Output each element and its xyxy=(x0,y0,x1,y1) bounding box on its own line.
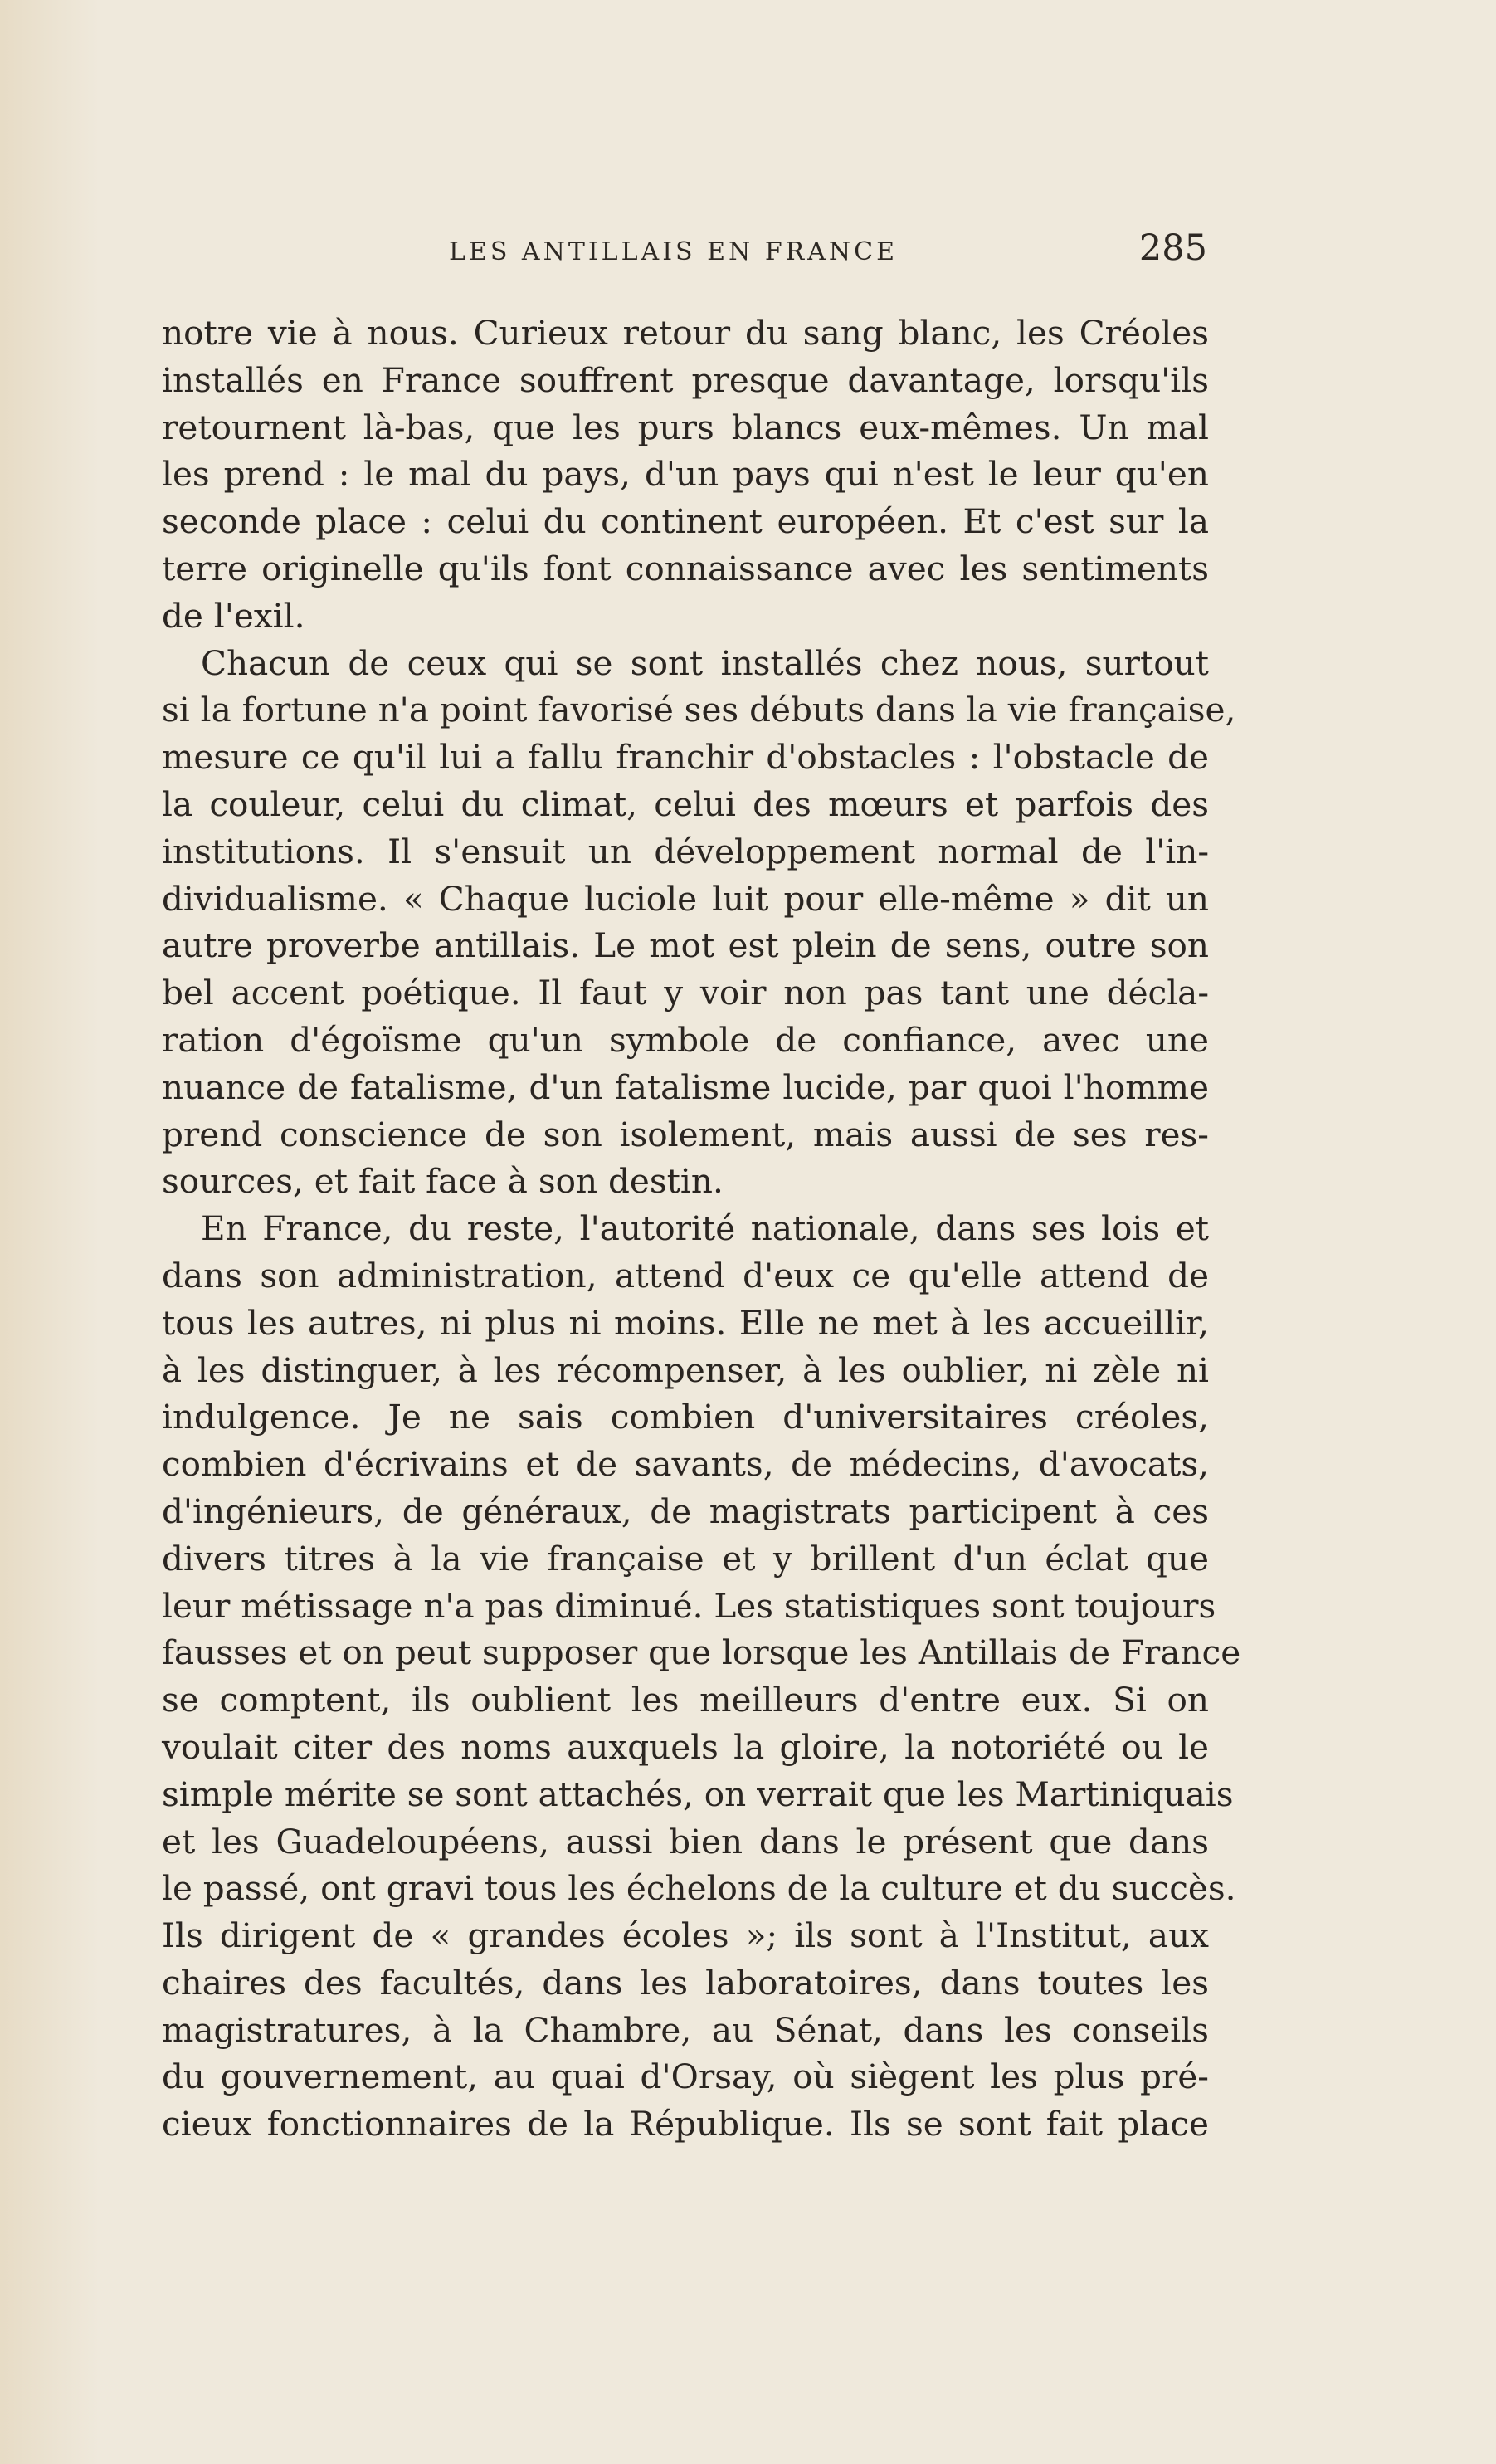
text-line: divers titres à la vie française et y brillent d'un éclat que xyxy=(162,1538,1209,1578)
running-title: LES ANTILLAIS EN FRANCE xyxy=(449,237,898,266)
text-line: prend conscience de son isolement, mais aussi de ses res- xyxy=(162,1114,1209,1154)
text-line: dividualisme. « Chaque luciole luit pour elle-même » dit un xyxy=(162,878,1209,919)
text-line: installés en France souffrent presque davantage, lorsqu'ils xyxy=(162,359,1209,400)
text-line: fausses et on peut supposer que lorsque les Antillais de France xyxy=(162,1632,1241,1673)
text-line: seconde place : celui du continent européen. Et c'est sur la xyxy=(162,501,1209,542)
text-line: nuance de fatalisme, d'un fatalisme lucide, par quoi l'homme xyxy=(162,1066,1209,1107)
paragraph-first-line: En France, du reste, l'autorité nationale, dans ses lois et xyxy=(201,1208,1209,1249)
text-line: leur métissage n'a pas diminué. Les statistiques sont toujours xyxy=(162,1585,1216,1626)
text-line: simple mérite se sont attachés, on verrait que les Martiniquais xyxy=(162,1774,1234,1814)
running-head xyxy=(162,227,1207,284)
text-line: bel accent poétique. Il faut y voir non pas tant une décla- xyxy=(162,973,1209,1013)
text-line: tous les autres, ni plus ni moins. Elle ne met à les accueillir, xyxy=(162,1302,1209,1343)
text-line: les prend : le mal du pays, d'un pays qui n'est le leur qu'en xyxy=(162,454,1209,495)
text-line: se comptent, ils oublient les meilleurs d'entre eux. Si on xyxy=(162,1680,1209,1720)
body-text xyxy=(162,310,1241,2148)
text-line: la couleur, celui du climat, celui des mœurs et parfois des xyxy=(162,783,1209,824)
text-line: voulait citer des noms auxquels la gloire, la notoriété ou le xyxy=(162,1726,1209,1767)
text-line: notre vie à nous. Curieux retour du sang blanc, les Créoles xyxy=(162,313,1209,353)
text-line: Ils dirigent de « grandes écoles »; ils sont à l'Institut, aux xyxy=(162,1915,1209,1956)
text-line: mesure ce qu'il lui a fallu franchir d'obstacles : l'obstacle de xyxy=(162,737,1209,778)
text-line: indulgence. Je ne sais combien d'universitaires créoles, xyxy=(162,1397,1209,1437)
page-number: 285 xyxy=(1138,227,1207,269)
text-line: ration d'égoïsme qu'un symbole de confiance, avec une xyxy=(162,1019,1209,1060)
text-line: combien d'écrivains et de savants, de médecins, d'avocats, xyxy=(162,1444,1209,1485)
text-line: magistratures, à la Chambre, au Sénat, dans les conseils xyxy=(162,2009,1209,2050)
text-line: cieux fonctionnaires de la République. Ils se sont fait place xyxy=(162,2104,1209,2144)
text-line: institutions. Il s'ensuit un développement normal de l'in- xyxy=(162,831,1209,871)
text-line: autre proverbe antillais. Le mot est plein de sens, outre son xyxy=(162,925,1209,966)
text-line: du gouvernement, au quai d'Orsay, où siègent les plus pré- xyxy=(162,2057,1209,2097)
text-line: sources, et fait face à son destin. xyxy=(162,1161,724,1202)
text-line: retournent là-bas, que les purs blancs eux-mêmes. Un mal xyxy=(162,407,1209,447)
paragraph-first-line: Chacun de ceux qui se sont installés chez nous, surtout xyxy=(201,642,1209,683)
text-line: chaires des facultés, dans les laboratoires, dans toutes les xyxy=(162,1962,1209,2003)
text-line: et les Guadeloupéens, aussi bien dans le présent que dans xyxy=(162,1821,1209,1861)
text-line: le passé, ont gravi tous les échelons de la culture et du succès. xyxy=(162,1868,1236,1909)
text-line: terre originelle qu'ils font connaissance avec les sentiments xyxy=(162,548,1209,588)
text-line: dans son administration, attend d'eux ce qu'elle attend de xyxy=(162,1255,1209,1295)
text-line: à les distinguer, à les récompenser, à les oublier, ni zèle ni xyxy=(162,1349,1209,1390)
text-line: d'ingénieurs, de généraux, de magistrats participent à ces xyxy=(162,1491,1209,1531)
text-line: de l'exil. xyxy=(162,595,305,636)
text-line: si la fortune n'a point favorisé ses débuts dans la vie française, xyxy=(162,690,1236,730)
